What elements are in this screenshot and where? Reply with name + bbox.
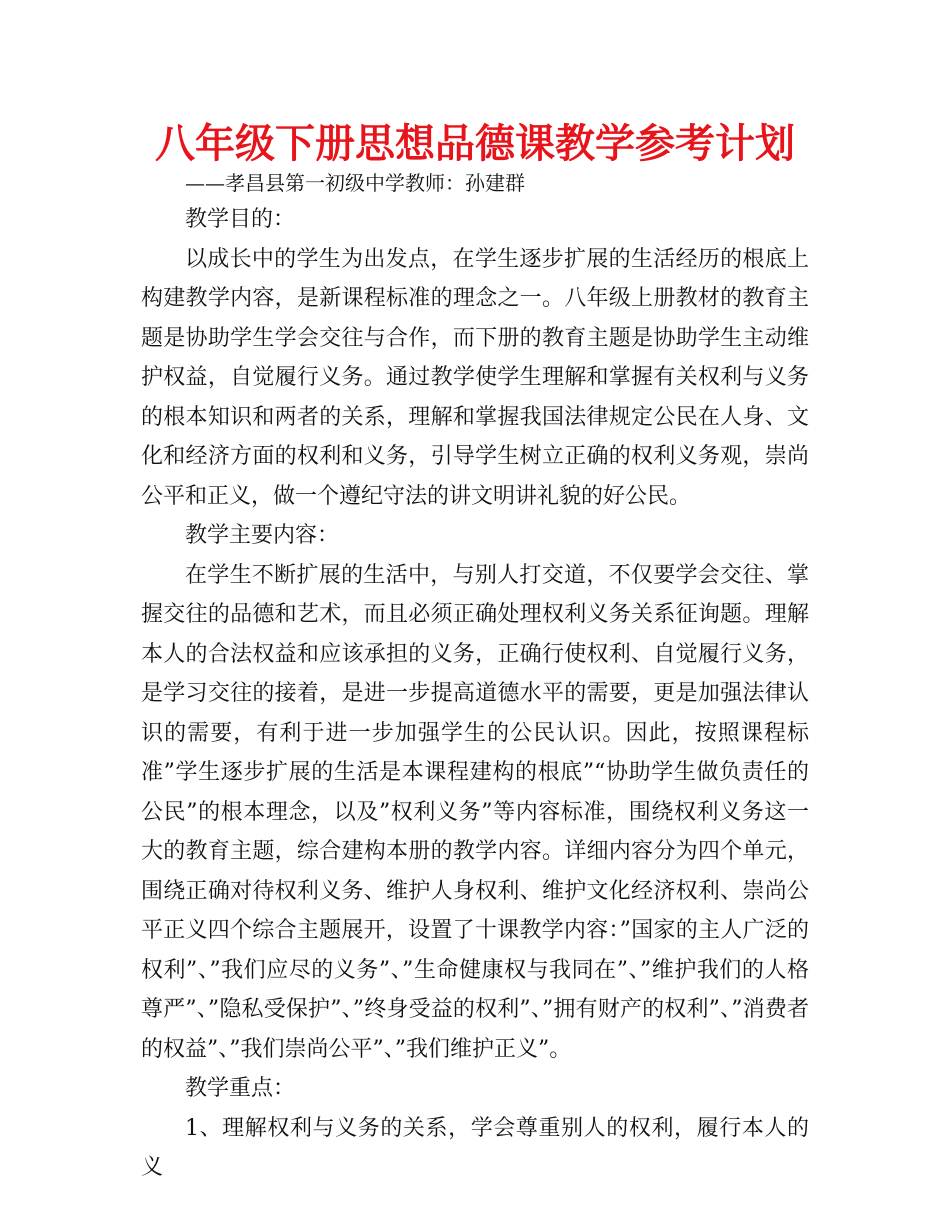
document-subtitle: ——孝昌县第一初级中学教师：孙建群 xyxy=(185,171,525,195)
section-heading-objectives: 教学目的： xyxy=(185,207,296,232)
paragraph-objectives: 以成长中的学生为出发点，在学生逐步扩展的生活经历的根底上构建教学内容，是新课程标准的理念之一。八年级上册教材的教育主题是协助学生学会交往与合作，而下册的教育主题是协助学生主动维护权益，自觉履行义务。通过教学使学生理解和掌握有关权利与义务的根本知识和两者的关系，理解和掌握我国法律规定公民在人身、文化和经济方面的权利和义务，引导学生树立正确的权利义务观，崇尚公平和正义，做一个遵纪守法的讲文明讲礼貌的好公民。 xyxy=(141,246,809,509)
section-heading-key-points: 教学重点： xyxy=(185,1076,296,1101)
document-title: 八年级下册思想品德课教学参考计划 xyxy=(155,121,795,167)
paragraph-content: 在学生不断扩展的生活中，与别人打交道，不仅要学会交往、掌握交往的品德和艺术，而且必须正确处理权利义务关系征询题。理解本人的合法权益和应该承担的义务，正确行使权利、自觉履行义务，是学习交往的接着，是进一步提高道德水平的需要，更是加强法律认识的需要，有利于进一步加强学生的公民认识。因此，按照课程标准”学生逐步扩展的生活是本课程建构的根底”“协助学生做负责任的公民”的根本理念，以及”权利义务”等内容标准，围绕权利义务这一大的教育主题，综合建构本册的教学内容。详细内容分为四个单元，围绕正确对待权利义务、维护人身权利、维护文化经济权利、崇尚公平正义四个综合主题展开，设置了十课教学内容：”国家的主人广泛的权利”、”我们应尽的义务”、”生命健康权与我同在”、”维护我们的人格尊严”、”隐私受保护”、”终身受益的权利”、”拥有财产的权利”、”消费者的权益”、”我们崇尚公平”、”我们维护正义”。 xyxy=(141,562,809,1062)
paragraph-key-point-1: 1、理解权利与义务的关系，学会尊重别人的权利，履行本人的义 xyxy=(141,1115,809,1180)
document-body xyxy=(141,200,809,1188)
section-heading-content: 教学主要内容： xyxy=(185,523,340,548)
